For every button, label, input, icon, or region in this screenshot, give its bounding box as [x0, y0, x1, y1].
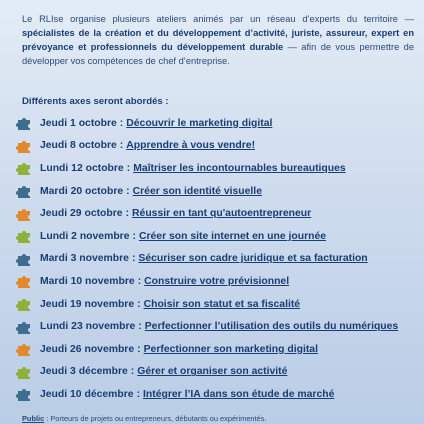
workshop-separator: :: [126, 162, 131, 174]
puzzle-piece-icon: [16, 160, 32, 176]
workshop-date: Jeudi 26 novembre: [40, 343, 135, 355]
workshop-topic: Intégrer l’IA dans son étude de marché: [143, 388, 335, 400]
workshop-date: Jeudi 29 octobre: [40, 208, 123, 220]
workshop-topic: Réussir en tant qu'autoentrepreneur: [132, 208, 312, 220]
puzzle-piece-icon: [16, 364, 32, 380]
public-note: [22, 414, 266, 423]
workshop-separator: :: [125, 208, 130, 220]
axes-heading: Différents axes seront abordés :: [22, 96, 169, 107]
puzzle-piece-icon: [16, 115, 32, 131]
puzzle-piece-icon: [16, 273, 32, 289]
intro-experts-highlight: spécialistes de la création et du développement d’activité, juriste, assureur, expert en prévoyance et professionnels du développement durable: [22, 28, 414, 52]
workshop-date: Jeudi 3 décembre: [40, 366, 128, 378]
workshop-topic: Perfectionner l’utilisation des outils du numériques: [144, 321, 399, 333]
workshop-item: [16, 112, 420, 135]
workshop-topic: Perfectionner son marketing digital: [143, 343, 318, 355]
workshop-item: [16, 383, 420, 406]
puzzle-piece-icon: [16, 296, 32, 312]
workshop-date: Jeudi 8 octobre: [40, 140, 117, 152]
workshop-topic: Maîtriser les incontournables bureautiques: [133, 162, 346, 174]
workshop-date: Mardi 20 octobre: [40, 185, 124, 197]
workshop-separator: :: [130, 366, 135, 378]
workshop-separator: :: [132, 230, 136, 242]
workshop-separator: :: [131, 253, 136, 265]
workshop-topic: Gérer et organiser son activité: [137, 366, 288, 378]
puzzle-piece-icon: [16, 183, 32, 199]
workshop-separator: :: [119, 117, 124, 129]
intro-text-end: — afin de vous permettre de développer vos compétences de chef d’entreprise.: [22, 42, 414, 66]
workshop-date: Jeudi 19 novembre: [40, 298, 135, 310]
workshop-item: [16, 361, 420, 384]
workshop-topic: Sécuriser son cadre juridique et sa facturation: [138, 253, 368, 265]
workshop-list: [16, 112, 420, 406]
workshop-item: [16, 180, 420, 203]
public-text: : Porteurs de projets ou entrepreneurs, débutants ou expérimentés.: [44, 414, 267, 423]
workshop-item: [16, 248, 420, 271]
workshop-item: [16, 157, 420, 180]
workshop-separator: :: [126, 185, 130, 197]
workshop-separator: :: [138, 321, 142, 333]
workshop-item: [16, 270, 420, 293]
workshop-separator: :: [136, 388, 141, 400]
puzzle-piece-icon: [16, 228, 32, 244]
workshop-date: Mardi 3 novembre: [40, 253, 129, 265]
workshop-date: Lundi 2 novembre: [40, 230, 130, 242]
puzzle-piece-icon: [16, 251, 32, 267]
workshop-date: Lundi 23 novembre: [40, 321, 136, 333]
puzzle-piece-icon: [16, 319, 32, 335]
workshop-item: [16, 338, 420, 361]
workshop-topic: Construire votre prévisionnel: [144, 275, 290, 287]
workshop-separator: :: [137, 275, 142, 287]
intro-text-start: Le RLIse organise plusieurs ateliers animés par un réseau d’experts du territoire —: [22, 14, 414, 24]
puzzle-piece-icon: [16, 206, 32, 222]
workshop-topic: Créer son identité visuelle: [132, 185, 262, 197]
workshop-item: [16, 135, 420, 158]
workshop-date: Mardi 10 novembre: [40, 275, 135, 287]
public-label: Public: [22, 414, 45, 423]
workshop-topic: Créer son site internet en une journée: [138, 230, 327, 242]
workshop-item: [16, 315, 420, 338]
puzzle-piece-icon: [16, 138, 32, 154]
workshop-topic: Découvrir le marketing digital: [126, 117, 273, 129]
workshop-date: Jeudi 10 décembre: [40, 388, 134, 400]
puzzle-piece-icon: [16, 341, 32, 357]
intro-paragraph: [22, 12, 414, 68]
workshop-separator: :: [119, 140, 124, 152]
workshop-separator: :: [137, 298, 141, 310]
workshop-topic: Choisir son statut et sa fiscalité: [143, 298, 301, 310]
workshop-item: [16, 202, 420, 225]
workshop-date: Jeudi 1 octobre: [40, 117, 117, 129]
workshop-item: [16, 293, 420, 316]
puzzle-piece-icon: [16, 386, 32, 402]
workshop-item: [16, 225, 420, 248]
workshop-topic: Apprendre à vous vendre!: [126, 140, 256, 152]
workshop-separator: :: [137, 343, 141, 355]
workshop-date: Lundi 12 octobre: [40, 162, 124, 174]
